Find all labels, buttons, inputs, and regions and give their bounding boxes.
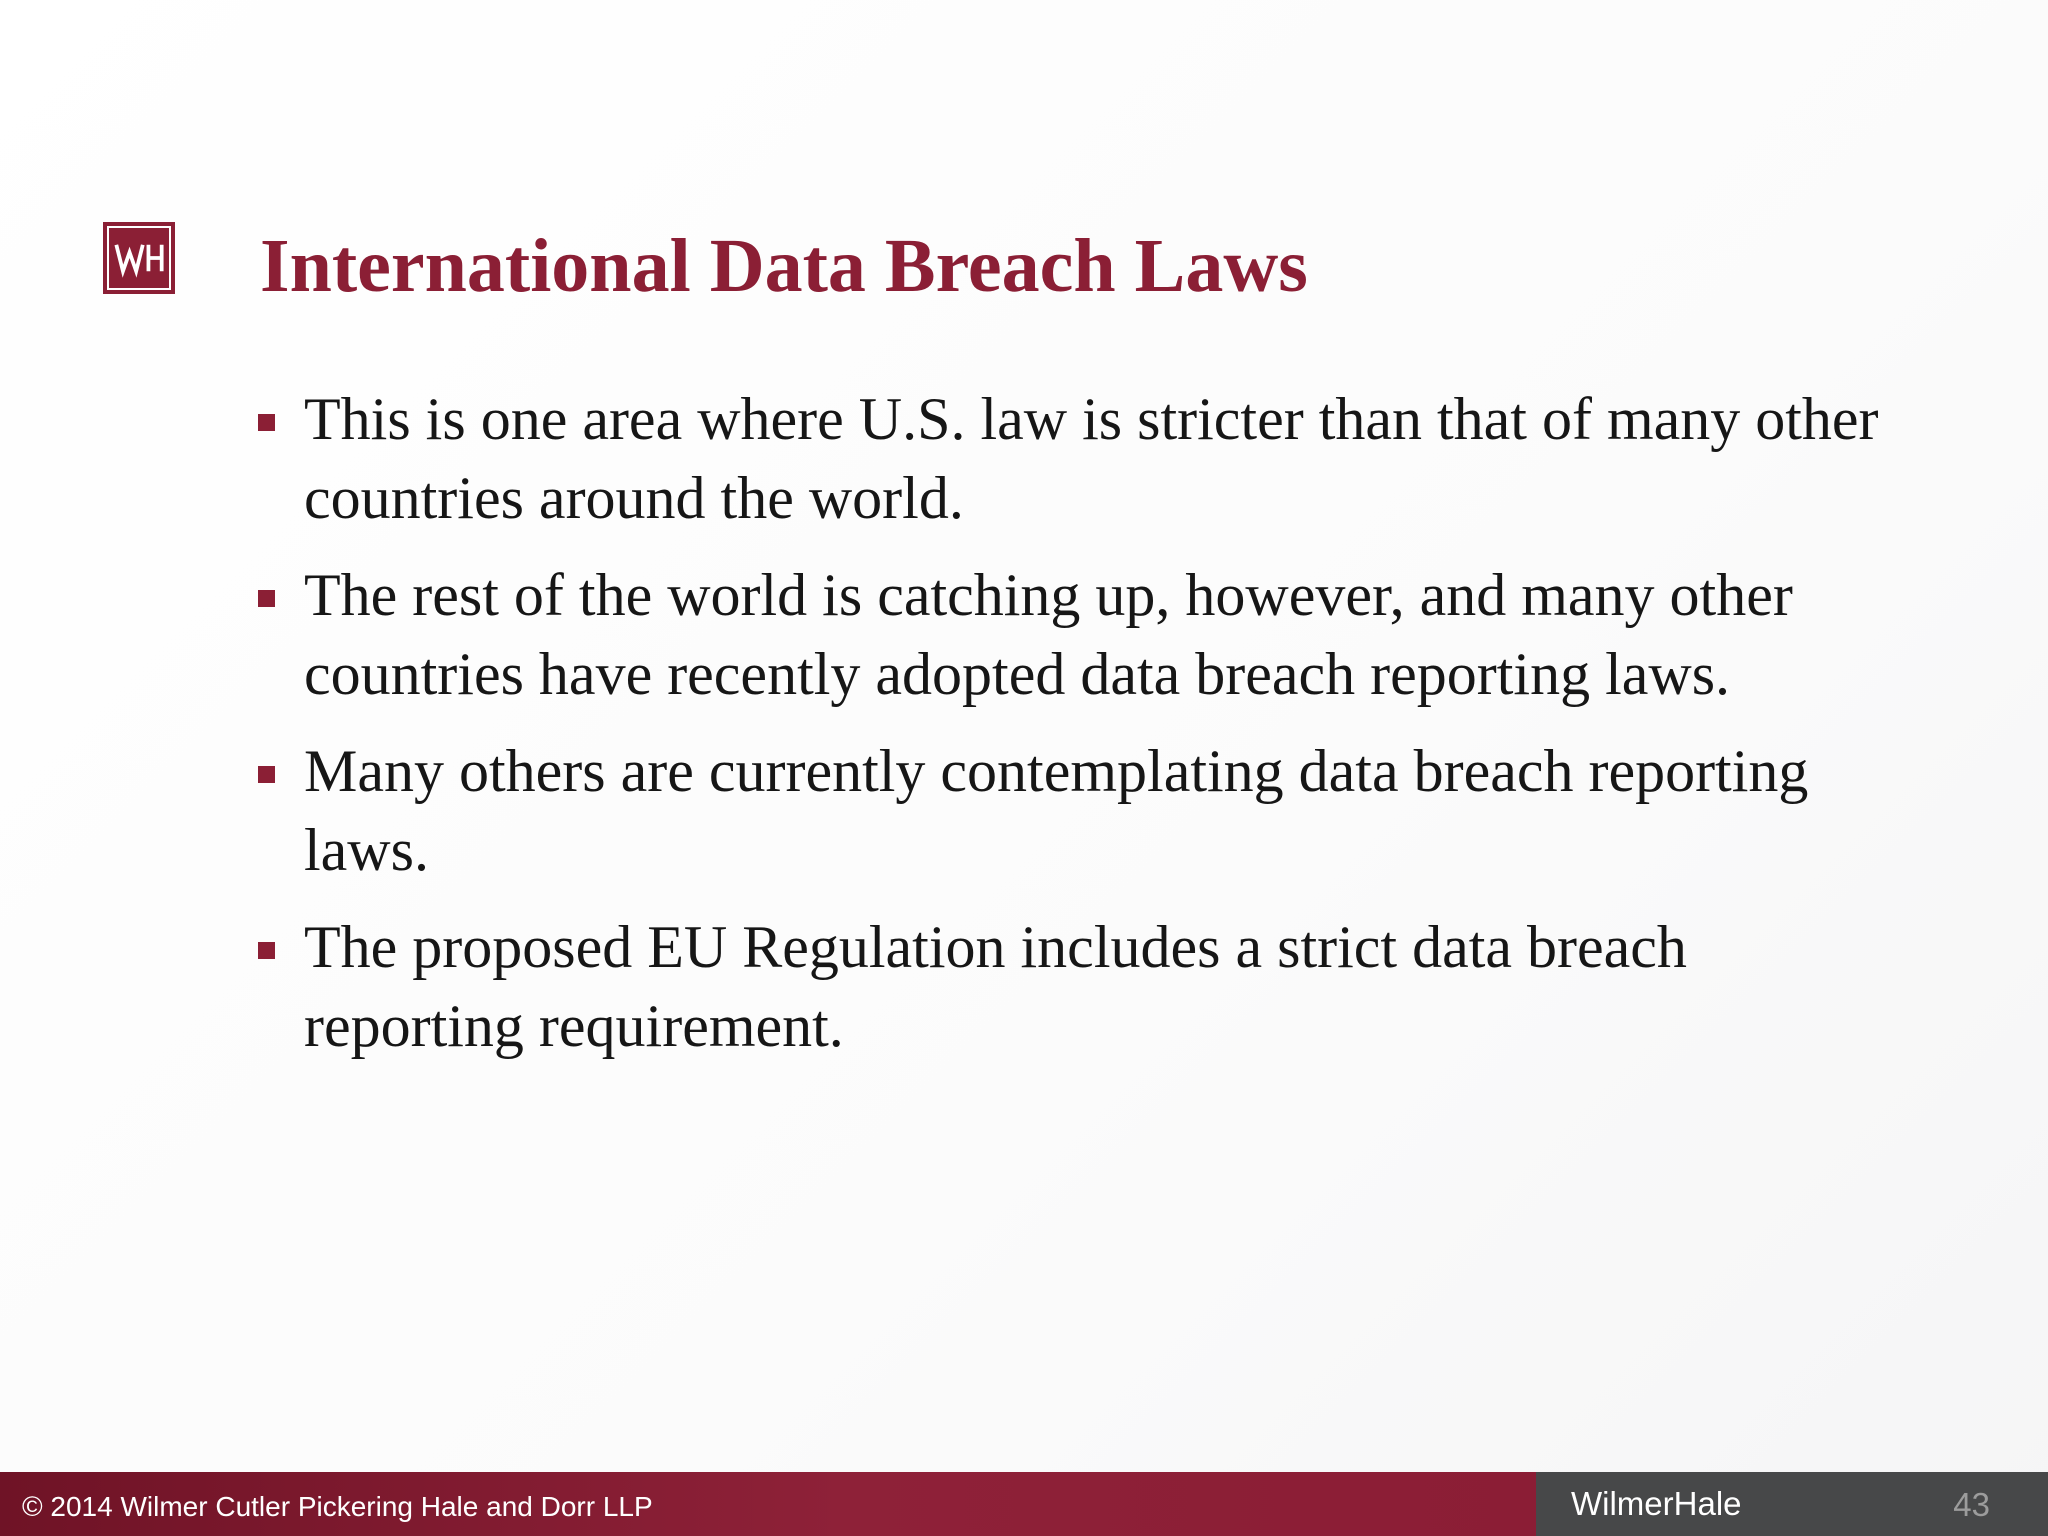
bullet-text: The proposed EU Regulation includes a strict data breach reporting requirement.	[304, 914, 1687, 1059]
bullet-text: Many others are currently contemplating data breach reporting laws.	[304, 738, 1809, 883]
bullet-list	[258, 380, 1918, 1084]
brand-name: WilmerHale	[1571, 1485, 1742, 1522]
bullet-item	[258, 556, 1918, 714]
wh-monogram-icon	[105, 224, 173, 292]
wilmerhale-logo	[103, 222, 175, 294]
bullet-item	[258, 380, 1918, 538]
page-number: 43	[1953, 1486, 1990, 1523]
bullet-text: The rest of the world is catching up, however, and many other countries have recently adopted data breach reporting laws.	[304, 562, 1793, 707]
slide-title: International Data Breach Laws	[260, 224, 1308, 308]
bullet-text: This is one area where U.S. law is stricter than that of many other countries around the world.	[304, 386, 1879, 531]
square-bullet-icon	[258, 590, 275, 607]
copyright-notice: © 2014 Wilmer Cutler Pickering Hale and Dorr LLP	[22, 1491, 653, 1522]
square-bullet-icon	[258, 942, 275, 959]
square-bullet-icon	[258, 766, 275, 783]
square-bullet-icon	[258, 414, 275, 431]
bullet-item	[258, 732, 1918, 890]
bullet-item	[258, 908, 1918, 1066]
